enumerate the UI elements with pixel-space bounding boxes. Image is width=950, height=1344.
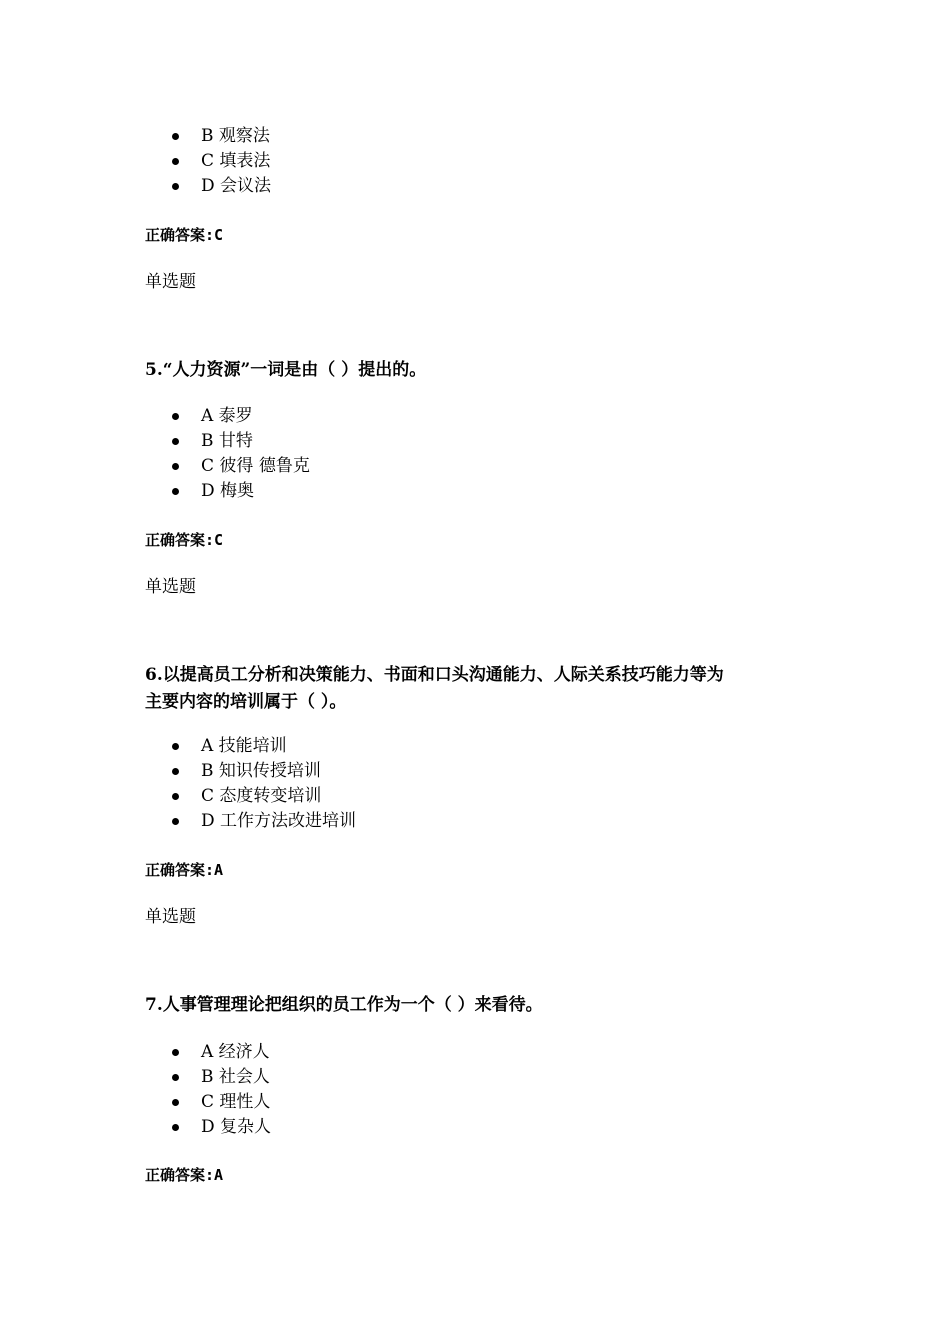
option-label: B 观察法 [201,126,270,146]
bullet-icon [172,463,179,470]
bullet-icon [172,818,179,825]
option-label: B 社会人 [201,1067,270,1087]
q4-options [145,124,845,199]
option-item [145,429,845,454]
q6-options [145,734,845,834]
option-label: A 经济人 [201,1042,270,1062]
option-item [145,454,845,479]
option-item [145,149,845,174]
bullet-icon [172,133,179,140]
option-label: A 技能培训 [201,736,287,756]
q5-options [145,404,845,504]
bullet-icon [172,1124,179,1131]
option-item [145,174,845,199]
q6-type: 单选题 [145,577,196,597]
option-label: D 复杂人 [201,1117,272,1137]
q4-answer: 正确答案:C [145,226,224,244]
option-item [145,404,845,429]
bullet-icon [172,438,179,445]
bullet-icon [172,488,179,495]
option-item [145,1090,845,1115]
q7-answer: 正确答案:A [145,1166,224,1184]
option-item [145,479,845,504]
q6-question-line1: 6.以提高员工分析和决策能力、书面和口头沟通能力、人际关系技巧能力等为 [145,665,724,685]
option-label: C 理性人 [201,1092,271,1112]
bullet-icon [172,158,179,165]
q7-question: 7.人事管理理论把组织的员工作为一个（ ）来看待。 [145,995,543,1015]
option-item [145,124,845,149]
option-label: B 知识传授培训 [201,761,321,781]
bullet-icon [172,413,179,420]
bullet-icon [172,743,179,750]
option-label: D 工作方法改进培训 [201,811,357,831]
q7-options [145,1040,845,1140]
option-label: A 泰罗 [201,406,253,426]
bullet-icon [172,768,179,775]
option-label: C 填表法 [201,151,271,171]
q6-question-line2: 主要内容的培训属于（ ）。 [145,692,347,712]
option-item [145,1065,845,1090]
bullet-icon [172,1049,179,1056]
q5-answer: 正确答案:C [145,531,224,549]
option-item [145,759,845,784]
option-item [145,1040,845,1065]
q5-question: 5.“人力资源”一词是由（ ）提出的。 [145,360,427,380]
option-item [145,734,845,759]
bullet-icon [172,1099,179,1106]
option-label: D 会议法 [201,176,272,196]
option-label: B 甘特 [201,431,253,451]
option-item [145,809,845,834]
bullet-icon [172,793,179,800]
q6-answer: 正确答案:A [145,861,224,879]
option-item [145,1115,845,1140]
q5-type: 单选题 [145,272,196,292]
option-label: D 梅奥 [201,481,255,501]
q7-type: 单选题 [145,907,196,927]
option-label: C 彼得 德鲁克 [201,456,310,476]
bullet-icon [172,1074,179,1081]
option-item [145,784,845,809]
q6-question [145,662,845,716]
option-label: C 态度转变培训 [201,786,322,806]
bullet-icon [172,183,179,190]
